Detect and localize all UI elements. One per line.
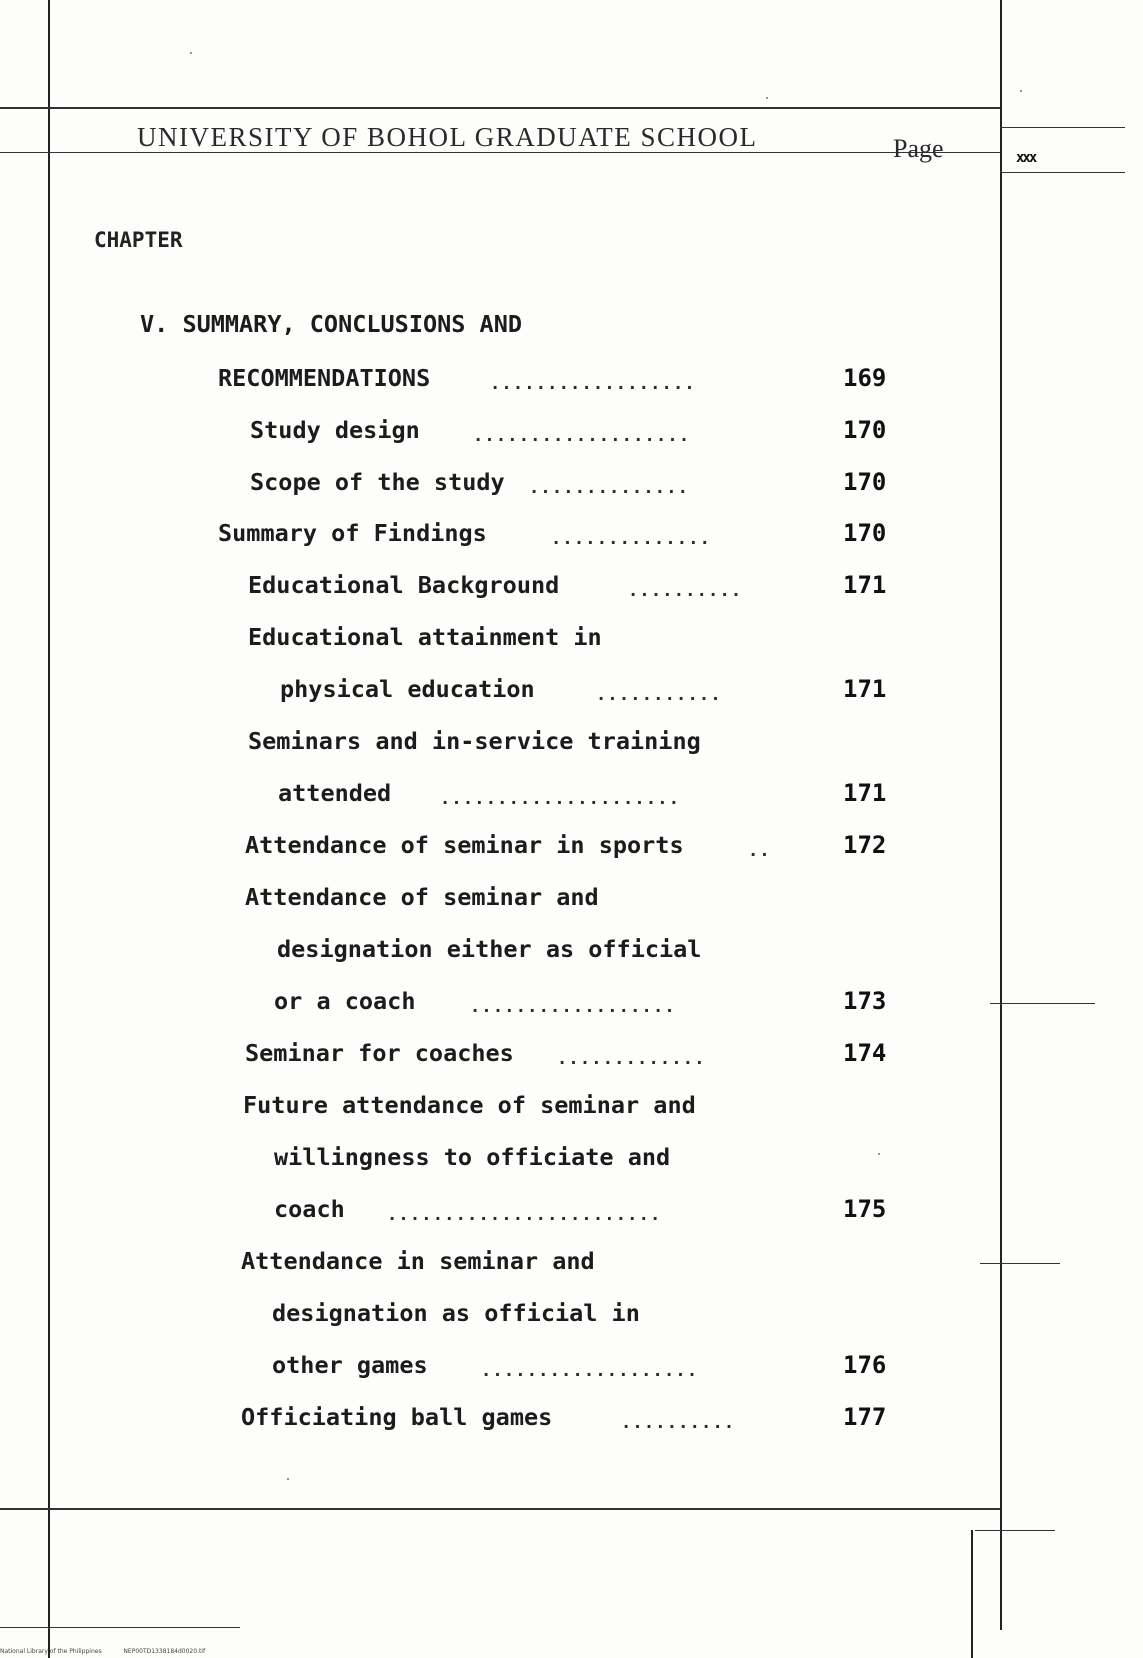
toc-entry-text: Attendance of seminar in sports — [245, 831, 684, 859]
toc-entry-text: designation either as official — [277, 935, 702, 963]
toc-leader-dots: .............. — [551, 529, 712, 549]
toc-leader-dots: .......... — [628, 581, 743, 601]
toc-entry-text: willingness to officiate and — [274, 1143, 671, 1171]
header-rule-top-right — [1000, 127, 1125, 128]
toc-entry-text: Officiating ball games — [241, 1403, 553, 1431]
toc-leader-dots: ........................ — [387, 1205, 662, 1225]
toc-page-number: 173 — [843, 987, 887, 1015]
toc-leader-dots: ................... — [481, 1361, 699, 1381]
header-rule-top — [0, 107, 1000, 109]
toc-page-number: 170 — [843, 416, 887, 444]
library-name: National Library of the Philippines — [0, 1648, 102, 1655]
toc-leader-dots: .............. — [529, 478, 690, 498]
toc-entry-text: Scope of the study — [250, 468, 505, 496]
toc-page-number: 172 — [843, 831, 887, 859]
toc-entry-text: attended — [278, 779, 392, 807]
toc-leader-dots: .................. — [490, 374, 696, 394]
toc-entry-text: Summary of Findings — [218, 519, 487, 547]
toc-entry-text: Educational attainment in — [248, 623, 602, 651]
margin-tick — [980, 1263, 1060, 1264]
toc-entry-text: Attendance in seminar and — [241, 1247, 595, 1275]
chapter-label: CHAPTER — [94, 228, 183, 252]
toc-entry-text: or a coach — [274, 987, 416, 1015]
toc-page-number: 171 — [843, 675, 887, 703]
footer-rule — [0, 1508, 1000, 1510]
scan-speck — [190, 52, 192, 54]
toc-page-number: 171 — [843, 779, 887, 807]
toc-page-number: 174 — [843, 1039, 887, 1067]
header-rule-bottom-right — [1000, 172, 1125, 173]
toc-page-number: 169 — [843, 364, 887, 392]
toc-entry-text: other games — [272, 1351, 428, 1379]
toc-leader-dots: ..................... — [440, 789, 681, 809]
toc-entry-text: Future attendance of seminar and — [243, 1091, 696, 1119]
scan-speck — [1020, 90, 1022, 92]
toc-page-number: 171 — [843, 571, 887, 599]
right-margin-rule — [1000, 0, 1002, 1630]
toc-page-number: 177 — [843, 1403, 887, 1431]
margin-tick — [990, 1003, 1095, 1004]
toc-entry-text: designation as official in — [272, 1299, 640, 1327]
scan-footer-note — [0, 1648, 205, 1655]
toc-entry-text: coach — [274, 1195, 345, 1223]
toc-page-number: 170 — [843, 468, 887, 496]
toc-leader-dots: ................... — [473, 426, 691, 446]
toc-leader-dots: .. — [748, 841, 771, 861]
toc-entry-text: Seminar for coaches — [245, 1039, 514, 1067]
left-margin-rule — [48, 0, 50, 1658]
toc-entry-text: Attendance of seminar and — [245, 883, 599, 911]
scan-speck — [766, 97, 768, 99]
toc-leader-dots: ........... — [596, 685, 722, 705]
toc-entry-text: Study design — [250, 416, 420, 444]
toc-page-number: 176 — [843, 1351, 887, 1379]
right-margin-rule-lower — [971, 1530, 973, 1658]
page-label: Page — [893, 134, 944, 163]
footer-rule-right — [975, 1530, 1055, 1531]
toc-entry-text: Seminars and in-service training — [248, 727, 701, 755]
toc-leader-dots: .......... — [621, 1413, 736, 1433]
toc-leader-dots: .................. — [470, 997, 676, 1017]
scan-file-code: NEP00TD1338184d0020.tif — [123, 1648, 206, 1655]
page-header-title: UNIVERSITY OF BOHOL GRADUATE SCHOOL — [137, 122, 758, 152]
scan-speck — [878, 1153, 880, 1155]
toc-entry-text: RECOMMENDATIONS — [218, 364, 431, 392]
toc-leader-dots: ............. — [557, 1049, 706, 1069]
toc-page-number: 175 — [843, 1195, 887, 1223]
scan-speck — [287, 1478, 289, 1480]
bottom-rule — [0, 1627, 240, 1628]
page-number: xxx — [1016, 150, 1036, 166]
toc-entry-text: V. SUMMARY, CONCLUSIONS AND — [140, 310, 523, 338]
toc-entry-text: Educational Background — [248, 571, 560, 599]
toc-page-number: 170 — [843, 519, 887, 547]
toc-entry-text: physical education — [280, 675, 535, 703]
